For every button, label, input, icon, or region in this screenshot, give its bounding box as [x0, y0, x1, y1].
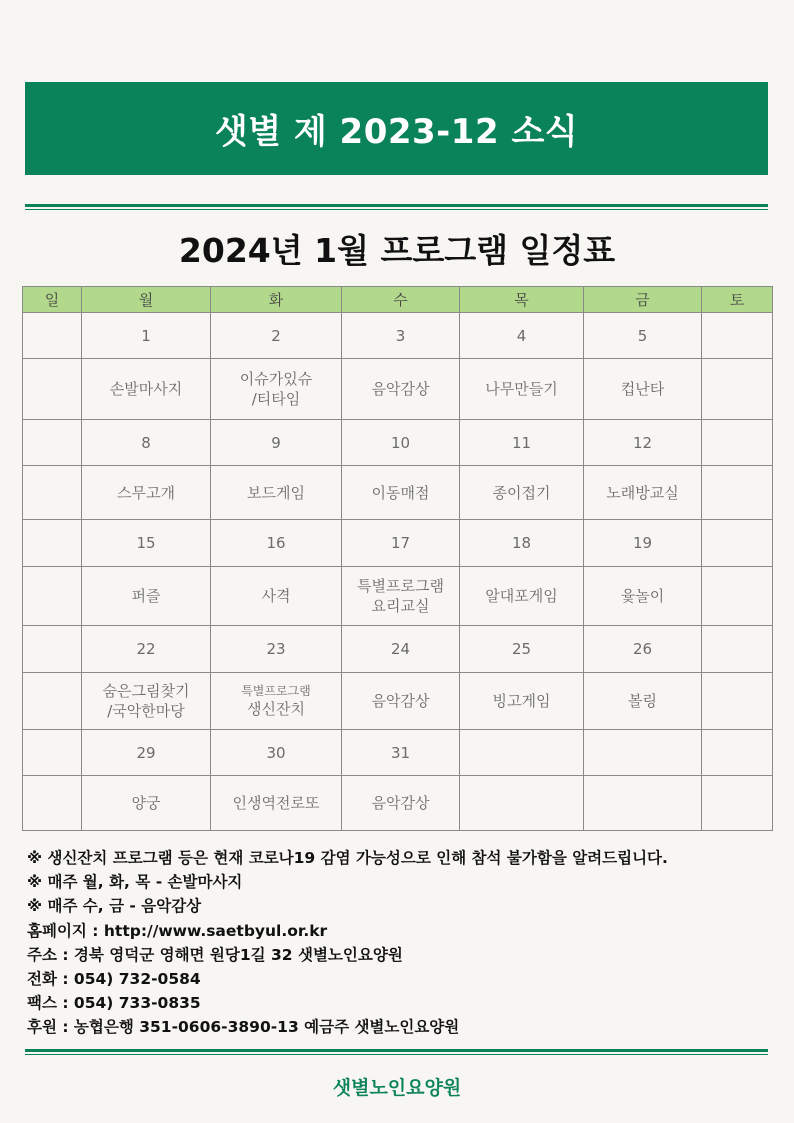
date-cell — [584, 730, 702, 776]
date-row — [23, 420, 773, 466]
top-rule-thin — [25, 209, 768, 210]
date-row — [23, 730, 773, 776]
program-cell — [460, 359, 584, 420]
date-cell: 12 — [584, 420, 702, 466]
program-cell — [702, 359, 773, 420]
weekday-header: 화 — [211, 287, 342, 313]
date-cell — [702, 730, 773, 776]
date-cell — [460, 730, 584, 776]
program-label: 알대포게임 — [485, 587, 558, 605]
program-cell — [82, 359, 211, 420]
program-cell — [211, 673, 342, 730]
program-cell — [702, 466, 773, 520]
date-cell: 23 — [211, 626, 342, 673]
date-cell: 10 — [342, 420, 460, 466]
program-cell — [82, 567, 211, 626]
program-cell — [211, 466, 342, 520]
program-row — [23, 466, 773, 520]
date-cell — [23, 420, 82, 466]
program-label: 생신잔치 — [247, 699, 305, 718]
program-row — [23, 673, 773, 730]
program-cell — [460, 673, 584, 730]
program-label: 나무만들기 — [485, 380, 558, 398]
notes-section — [27, 846, 777, 1040]
program-label: 사격 — [261, 587, 291, 605]
date-cell: 22 — [82, 626, 211, 673]
program-label: /국악한마당 — [107, 702, 185, 720]
date-cell: 8 — [82, 420, 211, 466]
program-cell — [342, 567, 460, 626]
date-cell: 26 — [584, 626, 702, 673]
weekday-header: 목 — [460, 287, 584, 313]
program-cell — [23, 567, 82, 626]
program-cell — [702, 776, 773, 831]
program-cell — [211, 776, 342, 831]
weekday-header: 토 — [702, 287, 773, 313]
program-cell — [584, 359, 702, 420]
program-cell — [584, 673, 702, 730]
program-label: 빙고게임 — [492, 692, 551, 710]
program-label: 퍼즐 — [131, 587, 161, 605]
program-label: 볼링 — [628, 692, 657, 710]
date-cell — [702, 626, 773, 673]
program-cell — [82, 776, 211, 831]
date-cell: 9 — [211, 420, 342, 466]
note-line: 후원 : 농협은행 351-0606-3890-13 예금주 샛별노인요양원 — [27, 1018, 460, 1037]
program-label: 특별프로그램 — [357, 577, 444, 595]
schedule-body — [23, 313, 773, 831]
banner-title: 샛별 제 2023-12 소식 — [25, 82, 768, 175]
date-cell: 25 — [460, 626, 584, 673]
bottom-rule-thick — [25, 1049, 768, 1052]
program-label: 스무고개 — [117, 483, 175, 502]
program-cell — [460, 466, 584, 520]
program-label: 노래방교실 — [606, 483, 679, 502]
date-cell: 3 — [342, 313, 460, 359]
weekday-header: 금 — [584, 287, 702, 313]
program-row — [23, 776, 773, 831]
note-line: 홈페이지 : http://www.saetbyul.or.kr — [27, 921, 328, 940]
date-cell: 18 — [460, 520, 584, 567]
program-row — [23, 567, 773, 626]
date-row — [23, 626, 773, 673]
program-label: 음악감상 — [371, 794, 430, 812]
date-cell: 30 — [211, 730, 342, 776]
program-label: 윷놀이 — [620, 587, 665, 605]
program-cell — [211, 567, 342, 626]
program-cell — [584, 567, 702, 626]
program-cell — [702, 673, 773, 730]
program-label: 이슈가있슈 — [239, 370, 313, 388]
weekday-header: 수 — [342, 287, 460, 313]
date-cell: 19 — [584, 520, 702, 567]
program-cell — [23, 359, 82, 420]
program-label: 보드게임 — [247, 483, 305, 502]
program-cell — [460, 567, 584, 626]
note-line: ※ 생신잔치 프로그램 등은 현재 코로나19 감염 가능성으로 인해 참석 불가함을 알려드립니다. — [27, 849, 668, 867]
weekday-header: 월 — [82, 287, 211, 313]
program-cell — [342, 673, 460, 730]
note-line: 주소 : 경북 영덕군 영해면 원당1길 32 샛별노인요양원 — [27, 945, 403, 964]
date-cell: 16 — [211, 520, 342, 567]
program-label: 특별프로그램 — [241, 683, 311, 698]
program-cell — [342, 359, 460, 420]
date-cell: 29 — [82, 730, 211, 776]
program-cell — [82, 466, 211, 520]
weekday-header: 일 — [23, 287, 82, 313]
note-line: 전화 : 054) 732-0584 — [27, 970, 201, 989]
program-row — [23, 359, 773, 420]
program-cell — [211, 359, 342, 420]
weekday-header-row — [23, 287, 773, 313]
program-cell — [23, 466, 82, 520]
program-label: 이동매점 — [371, 483, 430, 502]
program-cell — [584, 776, 702, 831]
program-label: 음악감상 — [371, 692, 430, 710]
program-label: 컵난타 — [620, 380, 665, 398]
program-label: 숨은그림찾기 — [102, 682, 190, 700]
program-label: 손발마사지 — [109, 380, 183, 398]
program-cell — [82, 673, 211, 730]
date-cell: 2 — [211, 313, 342, 359]
date-row — [23, 520, 773, 567]
top-rule-thick — [25, 204, 768, 207]
program-cell — [460, 776, 584, 831]
program-cell — [702, 567, 773, 626]
note-line: ※ 매주 월, 화, 목 - 손발마사지 — [27, 873, 243, 892]
program-label: 종이접기 — [492, 483, 551, 502]
schedule-table — [22, 286, 773, 831]
program-cell — [23, 673, 82, 730]
date-cell: 31 — [342, 730, 460, 776]
program-cell — [342, 466, 460, 520]
date-cell — [702, 313, 773, 359]
program-label: 음악감상 — [371, 380, 430, 398]
date-cell — [23, 626, 82, 673]
date-cell — [23, 313, 82, 359]
program-cell — [23, 776, 82, 831]
program-label: 양궁 — [131, 794, 161, 812]
note-line: 팩스 : 054) 733-0835 — [27, 994, 201, 1013]
program-label: 인생역전로또 — [232, 794, 320, 812]
program-label: /티타임 — [251, 390, 301, 408]
date-row — [23, 313, 773, 359]
schedule-title: 2024년 1월 프로그램 일정표 — [178, 231, 616, 270]
date-cell — [23, 730, 82, 776]
date-cell — [702, 420, 773, 466]
date-cell: 5 — [584, 313, 702, 359]
program-label: 요리교실 — [371, 597, 430, 615]
note-line: ※ 매주 수, 금 - 음악감상 — [27, 897, 202, 916]
date-cell: 11 — [460, 420, 584, 466]
date-cell: 1 — [82, 313, 211, 359]
date-cell — [702, 520, 773, 567]
date-cell: 24 — [342, 626, 460, 673]
footer-org-name: 샛별노인요양원 — [332, 1077, 462, 1099]
program-cell — [584, 466, 702, 520]
date-cell: 17 — [342, 520, 460, 567]
bottom-rule-thin — [25, 1054, 768, 1055]
program-cell — [342, 776, 460, 831]
date-cell: 15 — [82, 520, 211, 567]
date-cell: 4 — [460, 313, 584, 359]
date-cell — [23, 520, 82, 567]
